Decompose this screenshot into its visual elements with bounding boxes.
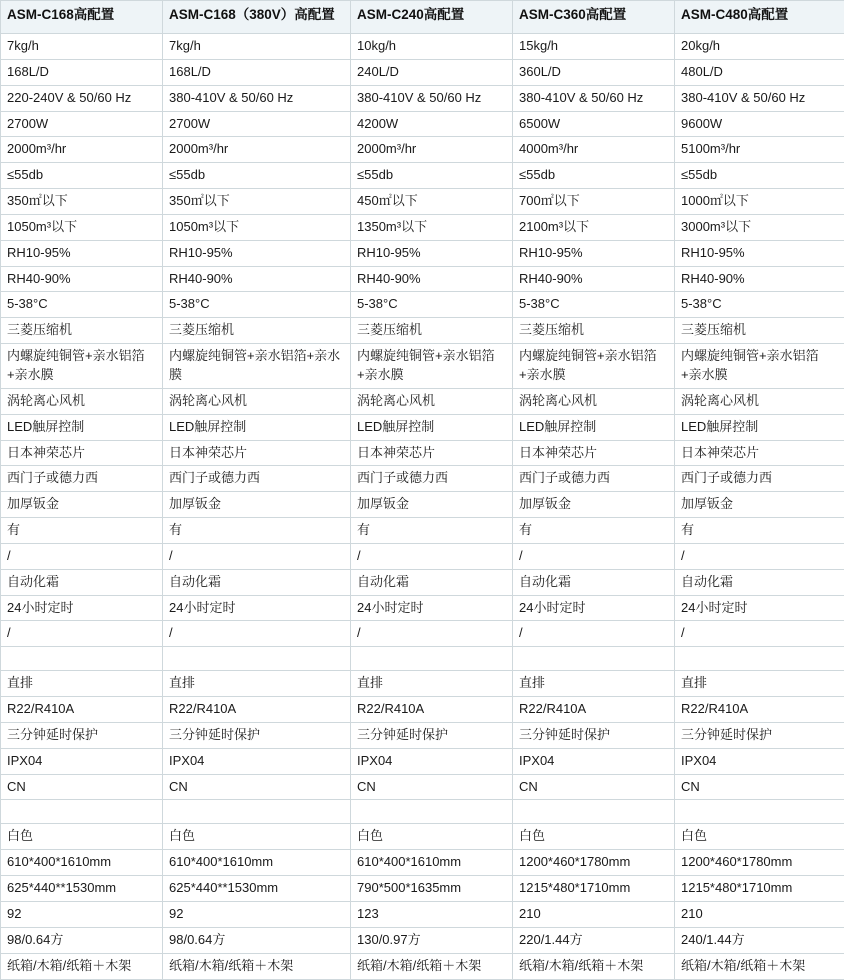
table-cell: / xyxy=(675,621,844,647)
table-cell: ≤55db xyxy=(675,163,844,189)
table-cell: RH10-95% xyxy=(1,240,163,266)
table-cell xyxy=(351,647,513,671)
table-cell: 24小时定时 xyxy=(513,595,675,621)
table-row xyxy=(1,697,844,723)
table-cell: 加厚钣金 xyxy=(351,492,513,518)
table-cell: 15kg/h xyxy=(513,34,675,60)
table-cell: 三分钟延时保护 xyxy=(513,722,675,748)
table-cell xyxy=(1,800,163,824)
table-cell: 5-38°C xyxy=(351,292,513,318)
table-cell: 加厚钣金 xyxy=(1,492,163,518)
table-cell: 1200*460*1780mm xyxy=(513,850,675,876)
table-cell: 涡轮离心风机 xyxy=(1,388,163,414)
table-cell: / xyxy=(513,621,675,647)
table-cell: RH40-90% xyxy=(675,266,844,292)
table-cell: 5-38°C xyxy=(163,292,351,318)
table-cell: ≤55db xyxy=(1,163,163,189)
table-cell: 240/1.44方 xyxy=(675,927,844,953)
table-cell xyxy=(351,800,513,824)
table-row xyxy=(1,824,844,850)
table-cell: 三菱压缩机 xyxy=(675,318,844,344)
table-cell: 西门子或德力西 xyxy=(513,466,675,492)
table-cell: / xyxy=(351,543,513,569)
table-cell: 日本神荣芯片 xyxy=(513,440,675,466)
table-cell: 自动化霜 xyxy=(675,569,844,595)
table-cell: 625*440**1530mm xyxy=(163,876,351,902)
table-cell: 纸箱/木箱/纸箱＋木架 xyxy=(163,953,351,979)
table-cell: 20kg/h xyxy=(675,34,844,60)
table-cell: LED触屏控制 xyxy=(163,414,351,440)
table-body xyxy=(1,34,844,980)
column-header-model-2: ASM-C168（380V）高配置 xyxy=(163,1,351,34)
table-cell: 三分钟延时保护 xyxy=(163,722,351,748)
table-row xyxy=(1,240,844,266)
table-row xyxy=(1,59,844,85)
table-cell: RH40-90% xyxy=(163,266,351,292)
table-cell: CN xyxy=(675,774,844,800)
table-cell: 1050m³以下 xyxy=(1,214,163,240)
table-cell: 直排 xyxy=(513,671,675,697)
table-cell: IPX04 xyxy=(351,748,513,774)
table-row xyxy=(1,543,844,569)
table-row xyxy=(1,466,844,492)
table-cell: 350㎡以下 xyxy=(163,189,351,215)
table-row xyxy=(1,34,844,60)
table-cell: 三菱压缩机 xyxy=(351,318,513,344)
table-cell: 210 xyxy=(675,902,844,928)
table-cell: 三菱压缩机 xyxy=(1,318,163,344)
table-row xyxy=(1,137,844,163)
table-cell: / xyxy=(513,543,675,569)
table-cell: 直排 xyxy=(675,671,844,697)
table-cell: 1050m³以下 xyxy=(163,214,351,240)
table-cell: 380-410V & 50/60 Hz xyxy=(513,85,675,111)
table-cell: 日本神荣芯片 xyxy=(1,440,163,466)
table-cell: 自动化霜 xyxy=(1,569,163,595)
table-cell: RH10-95% xyxy=(351,240,513,266)
table-row xyxy=(1,344,844,389)
table-cell: 24小时定时 xyxy=(351,595,513,621)
table-row xyxy=(1,163,844,189)
table-row xyxy=(1,111,844,137)
table-cell: 有 xyxy=(1,518,163,544)
table-cell: 直排 xyxy=(1,671,163,697)
table-cell: IPX04 xyxy=(675,748,844,774)
table-cell: 130/0.97方 xyxy=(351,927,513,953)
table-cell: 内螺旋纯铜管+亲水铝箔+亲水膜 xyxy=(675,344,844,389)
table-cell: R22/R410A xyxy=(513,697,675,723)
table-cell: 有 xyxy=(513,518,675,544)
table-cell: 625*440**1530mm xyxy=(1,876,163,902)
table-cell: 168L/D xyxy=(163,59,351,85)
table-cell: 三菱压缩机 xyxy=(163,318,351,344)
table-cell: 610*400*1610mm xyxy=(351,850,513,876)
table-cell: R22/R410A xyxy=(1,697,163,723)
table-cell: R22/R410A xyxy=(163,697,351,723)
table-cell xyxy=(1,647,163,671)
table-cell: 内螺旋纯铜管+亲水铝箔+亲水膜 xyxy=(513,344,675,389)
table-row xyxy=(1,927,844,953)
table-row xyxy=(1,292,844,318)
table-cell: 西门子或德力西 xyxy=(1,466,163,492)
table-cell: 西门子或德力西 xyxy=(675,466,844,492)
table-cell: 4000m³/hr xyxy=(513,137,675,163)
table-cell: 92 xyxy=(1,902,163,928)
table-cell: 4200W xyxy=(351,111,513,137)
table-row xyxy=(1,902,844,928)
table-cell: CN xyxy=(163,774,351,800)
table-cell: 240L/D xyxy=(351,59,513,85)
table-row xyxy=(1,774,844,800)
table-cell: 5-38°C xyxy=(675,292,844,318)
table-cell: 涡轮离心风机 xyxy=(351,388,513,414)
table-cell: 5-38°C xyxy=(1,292,163,318)
table-cell xyxy=(675,800,844,824)
table-cell: 210 xyxy=(513,902,675,928)
table-cell: 三分钟延时保护 xyxy=(1,722,163,748)
table-row xyxy=(1,595,844,621)
table-cell: 2000m³/hr xyxy=(1,137,163,163)
table-cell: 98/0.64方 xyxy=(163,927,351,953)
table-cell: 92 xyxy=(163,902,351,928)
table-cell: 24小时定时 xyxy=(163,595,351,621)
table-cell: LED触屏控制 xyxy=(351,414,513,440)
table-cell: 三分钟延时保护 xyxy=(351,722,513,748)
table-cell: 1200*460*1780mm xyxy=(675,850,844,876)
table-cell: 7kg/h xyxy=(163,34,351,60)
table-header xyxy=(1,1,844,34)
table-cell: 2700W xyxy=(1,111,163,137)
table-cell: RH40-90% xyxy=(1,266,163,292)
table-cell: 自动化霜 xyxy=(351,569,513,595)
column-header-model-5: ASM-C480高配置 xyxy=(675,1,844,34)
table-row xyxy=(1,518,844,544)
table-row xyxy=(1,953,844,979)
table-cell: IPX04 xyxy=(163,748,351,774)
table-cell: 日本神荣芯片 xyxy=(351,440,513,466)
table-cell xyxy=(675,647,844,671)
table-cell: 2100m³以下 xyxy=(513,214,675,240)
table-cell: 日本神荣芯片 xyxy=(675,440,844,466)
table-cell: 1215*480*1710mm xyxy=(675,876,844,902)
table-cell: 610*400*1610mm xyxy=(163,850,351,876)
table-row xyxy=(1,621,844,647)
table-cell: 3000m³以下 xyxy=(675,214,844,240)
table-cell: 西门子或德力西 xyxy=(351,466,513,492)
table-cell: 白色 xyxy=(351,824,513,850)
column-header-model-1: ASM-C168高配置 xyxy=(1,1,163,34)
table-row xyxy=(1,189,844,215)
table-cell: 24小时定时 xyxy=(675,595,844,621)
table-cell: RH10-95% xyxy=(675,240,844,266)
table-cell: IPX04 xyxy=(1,748,163,774)
table-row xyxy=(1,318,844,344)
table-cell: 白色 xyxy=(163,824,351,850)
table-cell: 380-410V & 50/60 Hz xyxy=(675,85,844,111)
table-cell: 直排 xyxy=(163,671,351,697)
table-cell: 24小时定时 xyxy=(1,595,163,621)
table-cell: 5-38°C xyxy=(513,292,675,318)
table-cell: 350㎡以下 xyxy=(1,189,163,215)
table-row xyxy=(1,800,844,824)
table-cell: 白色 xyxy=(513,824,675,850)
table-cell: 5100m³/hr xyxy=(675,137,844,163)
table-cell: 纸箱/木箱/纸箱＋木架 xyxy=(351,953,513,979)
table-row xyxy=(1,850,844,876)
table-cell: 纸箱/木箱/纸箱＋木架 xyxy=(675,953,844,979)
table-cell: 内螺旋纯铜管+亲水铝箔+亲水膜 xyxy=(163,344,351,389)
column-header-model-3: ASM-C240高配置 xyxy=(351,1,513,34)
table-row xyxy=(1,388,844,414)
table-cell: 有 xyxy=(163,518,351,544)
table-header-row xyxy=(1,1,844,34)
table-cell: / xyxy=(675,543,844,569)
table-cell: 1350m³以下 xyxy=(351,214,513,240)
table-cell: 加厚钣金 xyxy=(513,492,675,518)
table-row xyxy=(1,266,844,292)
table-row xyxy=(1,492,844,518)
table-cell: / xyxy=(163,621,351,647)
table-cell: ≤55db xyxy=(163,163,351,189)
table-cell: 有 xyxy=(351,518,513,544)
table-cell: ≤55db xyxy=(513,163,675,189)
table-cell: 直排 xyxy=(351,671,513,697)
table-cell: 三分钟延时保护 xyxy=(675,722,844,748)
table-cell: 610*400*1610mm xyxy=(1,850,163,876)
table-cell: 三菱压缩机 xyxy=(513,318,675,344)
table-row xyxy=(1,722,844,748)
table-cell: IPX04 xyxy=(513,748,675,774)
table-cell: 450㎡以下 xyxy=(351,189,513,215)
table-cell: R22/R410A xyxy=(351,697,513,723)
column-header-model-4: ASM-C360高配置 xyxy=(513,1,675,34)
table-cell: CN xyxy=(1,774,163,800)
table-cell: RH40-90% xyxy=(513,266,675,292)
table-row xyxy=(1,876,844,902)
table-row xyxy=(1,647,844,671)
table-cell: 168L/D xyxy=(1,59,163,85)
table-cell: / xyxy=(1,543,163,569)
table-cell: LED触屏控制 xyxy=(675,414,844,440)
table-cell: ≤55db xyxy=(351,163,513,189)
table-cell: LED触屏控制 xyxy=(513,414,675,440)
table-cell: / xyxy=(163,543,351,569)
table-cell: 加厚钣金 xyxy=(163,492,351,518)
table-cell: CN xyxy=(351,774,513,800)
table-cell xyxy=(163,647,351,671)
table-cell: 白色 xyxy=(675,824,844,850)
table-cell: 7kg/h xyxy=(1,34,163,60)
table-cell: 700㎡以下 xyxy=(513,189,675,215)
table-cell: 内螺旋纯铜管+亲水铝箔+亲水膜 xyxy=(351,344,513,389)
table-cell: 有 xyxy=(675,518,844,544)
table-cell: 涡轮离心风机 xyxy=(675,388,844,414)
table-cell: RH40-90% xyxy=(351,266,513,292)
table-row xyxy=(1,414,844,440)
table-cell: R22/R410A xyxy=(675,697,844,723)
table-cell: RH10-95% xyxy=(163,240,351,266)
table-row xyxy=(1,85,844,111)
table-cell: 自动化霜 xyxy=(163,569,351,595)
table-cell: 纸箱/木箱/纸箱＋木架 xyxy=(1,953,163,979)
table-cell: 380-410V & 50/60 Hz xyxy=(351,85,513,111)
table-cell: LED触屏控制 xyxy=(1,414,163,440)
table-cell xyxy=(513,647,675,671)
table-cell: 白色 xyxy=(1,824,163,850)
table-cell: 6500W xyxy=(513,111,675,137)
table-cell xyxy=(513,800,675,824)
table-cell: 380-410V & 50/60 Hz xyxy=(163,85,351,111)
table-cell: 123 xyxy=(351,902,513,928)
table-cell: 涡轮离心风机 xyxy=(513,388,675,414)
table-cell: 98/0.64方 xyxy=(1,927,163,953)
table-cell xyxy=(163,800,351,824)
table-cell: 790*500*1635mm xyxy=(351,876,513,902)
table-cell: / xyxy=(1,621,163,647)
table-cell: 220-240V & 50/60 Hz xyxy=(1,85,163,111)
table-row xyxy=(1,440,844,466)
table-cell: CN xyxy=(513,774,675,800)
table-cell: 360L/D xyxy=(513,59,675,85)
table-cell: 涡轮离心风机 xyxy=(163,388,351,414)
table-cell: 2700W xyxy=(163,111,351,137)
table-cell: 纸箱/木箱/纸箱＋木架 xyxy=(513,953,675,979)
table-cell: 2000m³/hr xyxy=(163,137,351,163)
table-cell: 自动化霜 xyxy=(513,569,675,595)
table-cell: 1000㎡以下 xyxy=(675,189,844,215)
table-cell: 日本神荣芯片 xyxy=(163,440,351,466)
table-cell: / xyxy=(351,621,513,647)
table-cell: 480L/D xyxy=(675,59,844,85)
table-row xyxy=(1,214,844,240)
table-cell: RH10-95% xyxy=(513,240,675,266)
table-cell: 10kg/h xyxy=(351,34,513,60)
table-cell: 1215*480*1710mm xyxy=(513,876,675,902)
table-cell: 2000m³/hr xyxy=(351,137,513,163)
table-cell: 加厚钣金 xyxy=(675,492,844,518)
table-cell: 9600W xyxy=(675,111,844,137)
table-cell: 220/1.44方 xyxy=(513,927,675,953)
table-cell: 西门子或德力西 xyxy=(163,466,351,492)
table-row xyxy=(1,671,844,697)
table-row xyxy=(1,569,844,595)
table-row xyxy=(1,748,844,774)
table-cell: 内螺旋纯铜管+亲水铝箔+亲水膜 xyxy=(1,344,163,389)
